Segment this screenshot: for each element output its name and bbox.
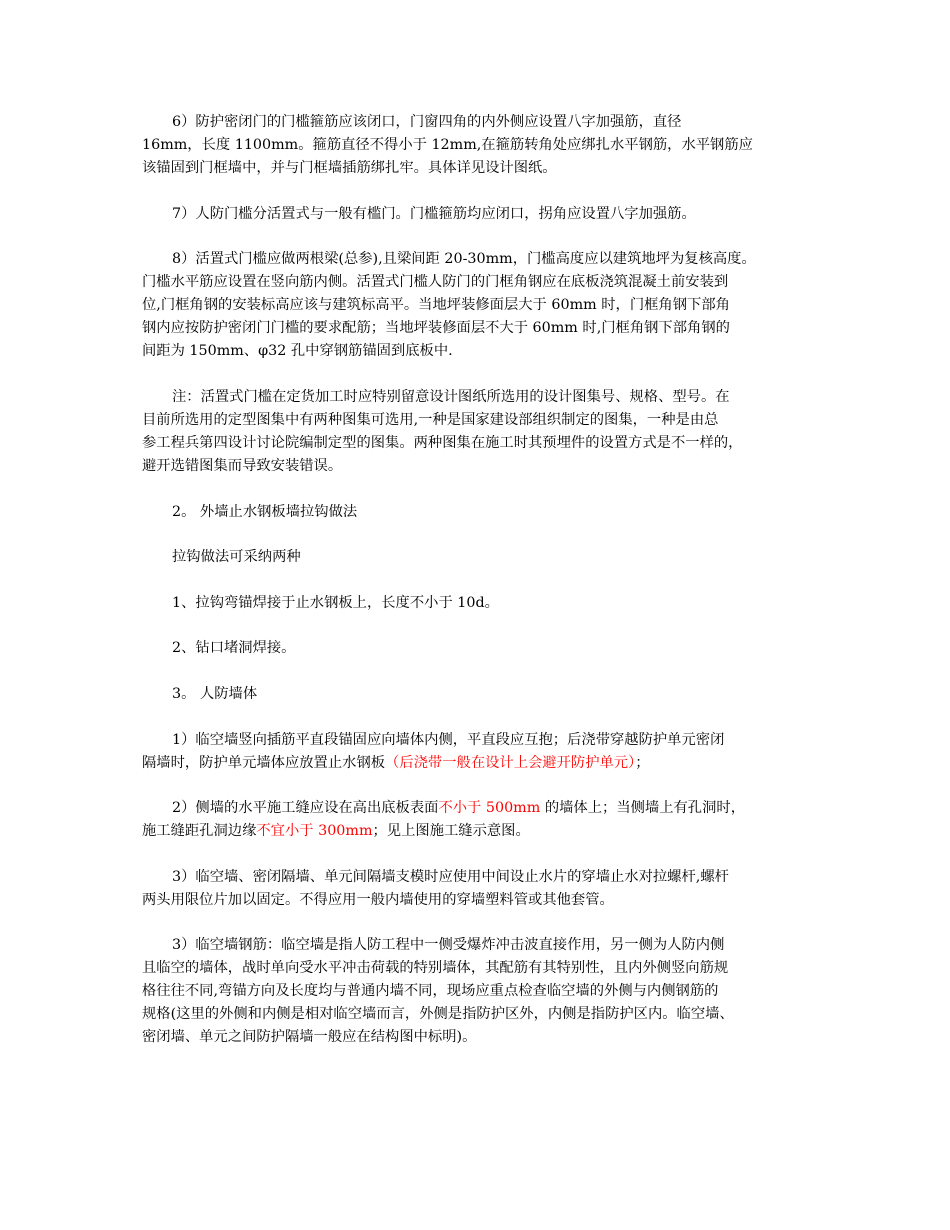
text-line: 格往往不同,弯锚方向及长度均与普通内墙不同，现场应重点检查临空墙的外侧与内侧钢筋的 xyxy=(142,983,719,999)
paragraph-note xyxy=(142,386,810,478)
text-line: 参工程兵第四设计讨论院编制定型的图集。两种图集在施工时其预埋件的设置方式是不一样的， xyxy=(142,435,743,451)
paragraph-blast-wall-rebar xyxy=(142,934,810,1049)
paragraph-movable-sill xyxy=(142,248,810,363)
section-heading-3 xyxy=(142,683,810,706)
text-segment: ； xyxy=(635,755,650,771)
text-line: 3）临空墙钢筋：临空墙是指人防工程中一侧受爆炸冲击波直接作用，另一侧为人防内侧 xyxy=(172,937,725,953)
heading-text: 2。 外墙止水钢板墙拉钩做法 xyxy=(172,504,358,520)
text-line: 位,门框角钢的安装标高应该与建筑标高平。当地坪装修面层大于 60mm 时，门框角钢下部角 xyxy=(142,297,730,313)
text-line: 间距为 150mm、φ32 孔中穿钢筋锚固到底板中. xyxy=(142,343,453,359)
text-line: 3）临空墙、密闭隔墙、单元间隔墙支模时应使用中间设止水片的穿墙止水对拉螺杆,螺杆 xyxy=(172,869,729,885)
text-segment: 隔墙时，防护单元墙体应放置止水钢板 xyxy=(142,755,386,771)
paragraph-hook-intro xyxy=(142,546,810,569)
text-line: 注：活置式门槛在定货加工时应特别留意设计图纸所选用的设计图集号、规格、型号。在 xyxy=(172,389,730,405)
text-segment: 2）侧墙的水平施工缝应设在高出底板表面 xyxy=(172,800,439,816)
text-segment: ；见上图施工缝示意图。 xyxy=(372,823,530,839)
text-line: 8）活置式门槛应做两根梁(总参),且梁间距 20-30mm，门槛高度应以建筑地坪为复核高度。 xyxy=(172,251,756,267)
list-item-2 xyxy=(142,637,810,660)
text-line: 避开选错图集而导致安装错误。 xyxy=(142,458,343,474)
text-line: 6）防护密闭门的门槛箍筋应该闭口，门窗四角的内外侧应设置八字加强筋，直径 xyxy=(172,114,682,130)
text-line: 1）临空墙竖向插筋平直段锚固应向墙体内侧，平直段应互抱；后浇带穿越防护单元密闭 xyxy=(172,732,725,748)
text-line: 7）人防门槛分活置式与一般有槛门。门槛箍筋均应闭口，拐角应设置八字加强筋。 xyxy=(172,206,696,222)
paragraph-door-sill-types xyxy=(142,203,810,226)
text-line: 密闭墙、单元之间防护隔墙一般应在结构图中标明)。 xyxy=(142,1029,477,1045)
text-line: 目前所选用的定型图集中有两种图集可选用,一种是国家建设部组织制定的图集，一种是由总 xyxy=(142,412,719,428)
section-heading-2 xyxy=(142,501,810,524)
text-line xyxy=(142,797,810,820)
highlighted-text: （后浇带一般在设计上会避开防护单元） xyxy=(385,755,636,771)
text-line xyxy=(142,752,810,775)
text-line: 门槛水平筋应设置在竖向筋内侧。活置式门槛人防门的门框角钢应在底板浇筑混凝土前安装到 xyxy=(142,274,729,290)
text-line: 钢内应按防护密闭门门槛的要求配筋；当地坪装修面层不大于 60mm 时,门框角钢下部角钢的 xyxy=(142,320,730,336)
text-line: 1、拉钩弯锚焊接于止水钢板上，长度不小于 10d。 xyxy=(172,595,499,611)
paragraph-construction-joint xyxy=(142,797,810,843)
text-segment: 的墙体上；当侧墙上有孔洞时， xyxy=(540,800,745,816)
text-line: 2、钻口堵洞焊接。 xyxy=(172,640,296,656)
text-line: 该锚固到门框墙中，并与门框墙插筋绑扎牢。具体详见设计图纸。 xyxy=(142,160,557,176)
text-segment: 施工缝距孔洞边缘 xyxy=(142,823,257,839)
heading-text: 3。 人防墙体 xyxy=(172,686,258,702)
text-line: 拉钩做法可采纳两种 xyxy=(172,549,301,565)
highlighted-text: 不宜小于 300mm xyxy=(256,823,373,839)
paragraph-blast-wall-anchor xyxy=(142,729,810,775)
highlighted-text: 不小于 500mm xyxy=(438,800,541,816)
text-line: 16mm，长度 1100mm。箍筋直径不得小于 12mm,在箍筋转角处应绑扎水平钢筋，水平钢筋应 xyxy=(142,137,753,153)
paragraph-formwork-bolts xyxy=(142,866,810,912)
text-line xyxy=(142,820,810,843)
paragraph-door-sill-rebar xyxy=(142,111,810,180)
text-line: 规格(这里的外侧和内侧是相对临空墙而言，外侧是指防护区外，内侧是指防护区内。临空墙、 xyxy=(142,1006,734,1022)
text-line: 两头用限位片加以固定。不得应用一般内墙使用的穿墙塑料管或其他套管。 xyxy=(142,892,614,908)
list-item-1 xyxy=(142,592,810,615)
text-line: 且临空的墙体，战时单向受水平冲击荷载的特别墙体，其配筋有其特别性，且内外侧竖向筋规 xyxy=(142,960,729,976)
